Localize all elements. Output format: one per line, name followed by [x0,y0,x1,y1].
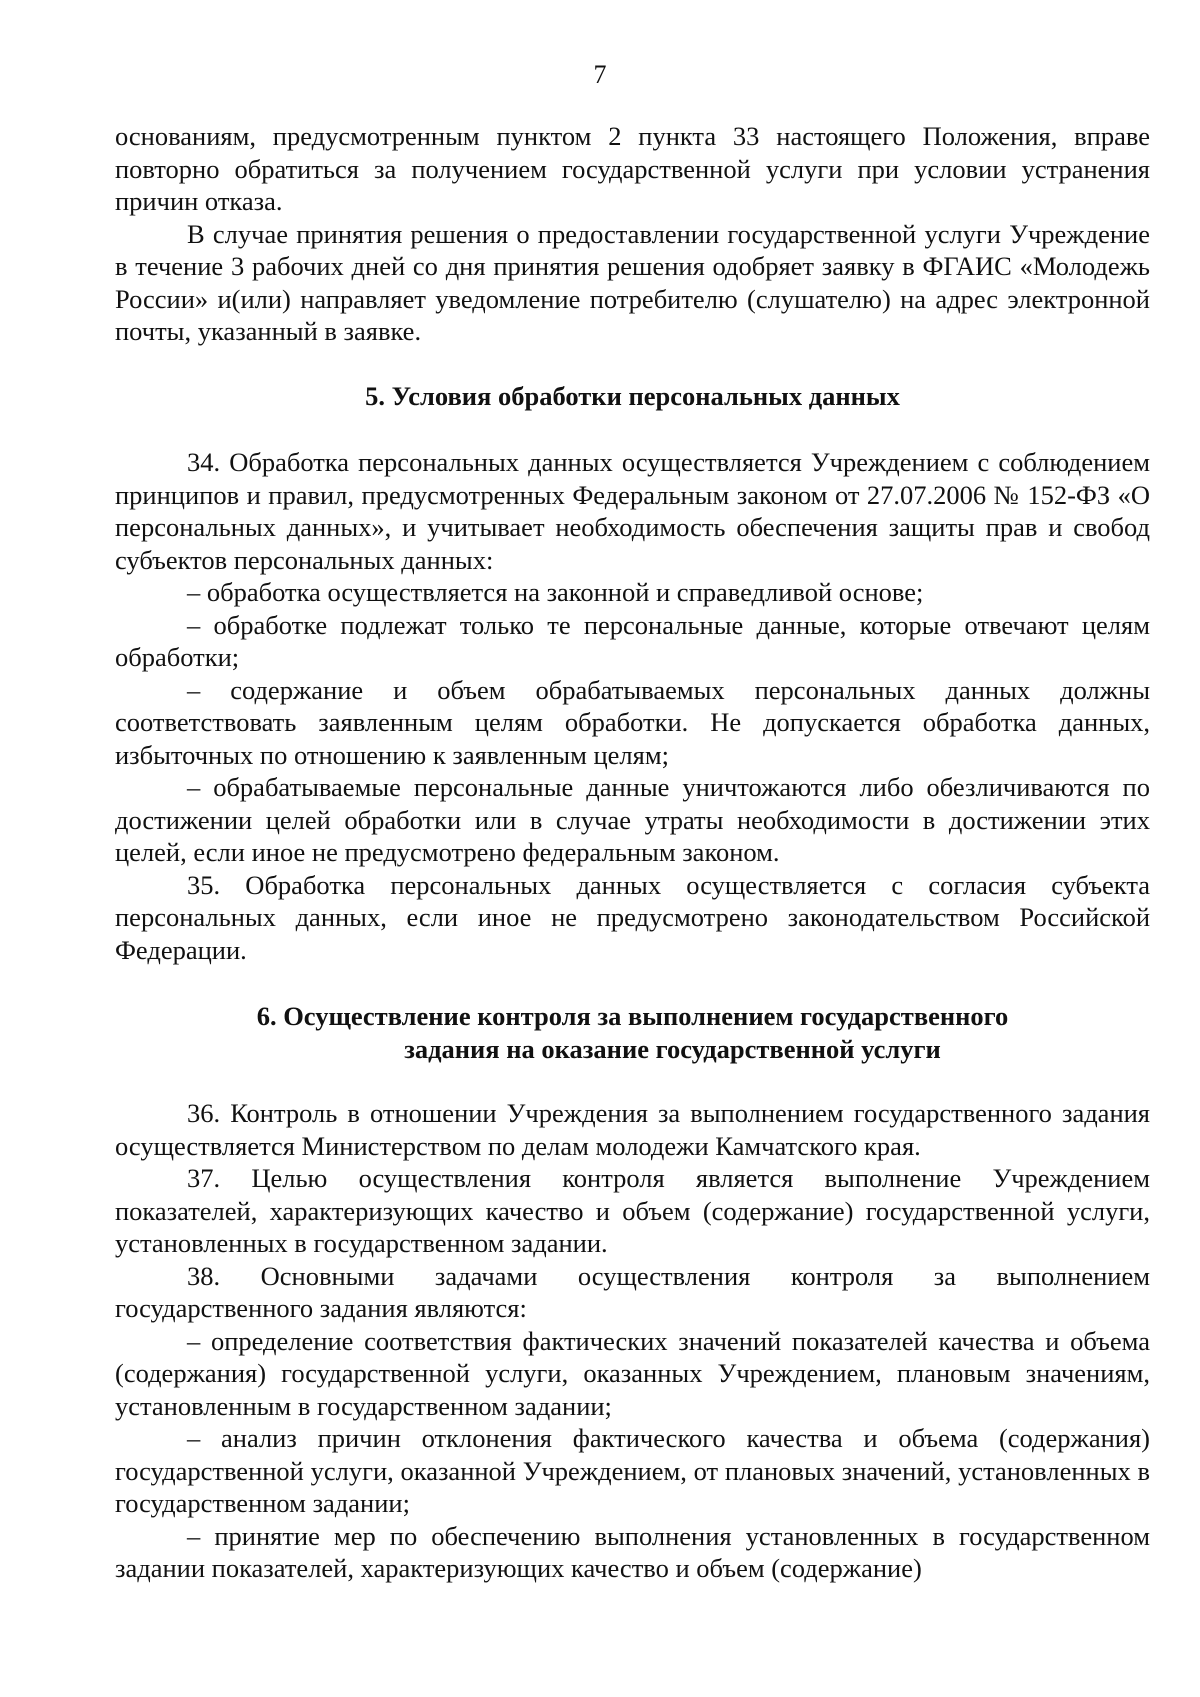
paragraph-38: 38. Основными задачами осуществления контроля за выполнением государственного задания являются: [115,1260,1150,1323]
page-number: 7 [593,60,607,89]
paragraph-34: 34. Обработка персональных данных осуществляется Учреждением с соблюдением принципов и правил, предусмотренных Федеральным законом от 27.07.2006 № 152-ФЗ «О персональных данных», и учитывает необходимость обеспечения защиты прав и свобод субъектов персональных данных: [115,447,1150,575]
list-item-deviation-analysis: – анализ причин отклонения фактического качества и объема (содержания) государственной услуги, оказанной Учреждением, от плановых значений, установленных в государственном задании; [115,1423,1150,1518]
list-item-data-destruction: – обрабатываемые персональные данные уничтожаются либо обезличиваются по достижении целей обработки или в случае утраты необходимости в достижении этих целей, если иное не предусмотрено федеральным законом. [115,772,1150,867]
list-item-compliance-check: – определение соответствия фактических значений показателей качества и объема (содержания) государственной услуги, оказанных Учреждением, плановым значениям, установленным в государственном задании; [115,1325,1150,1421]
paragraph-continuation: основаниям, предусмотренным пунктом 2 пункта 33 настоящего Положения, вправе повторно обратиться за получением государственной услуги при условии устранения причин отказа. [115,121,1150,216]
paragraph-decision: В случае принятия решения о предоставлении государственной услуги Учреждение в течение 3 рабочих дней со дня принятия решения одобряет заявку в ФГАИС «Молодежь России» и(или) направляет уведомление потребителю (слушателю) на адрес электронной почты, указанный в заявке. [115,218,1150,346]
document-body [115,120,1150,1585]
section-6-heading [115,1000,1150,1065]
section-6-heading-line-2: задания на оказание государственной услуги [404,1033,941,1064]
list-item-data-minimization: – содержание и объем обрабатываемых персональных данных должны соответствовать заявленным целям обработки. Не допускается обработка данных, избыточных по отношению к заявленным целям; [115,674,1150,770]
list-item-lawful-basis: – обработка осуществляется на законной и справедливой основе; [187,577,924,607]
section-5-heading: 5. Условия обработки персональных данных [365,380,900,411]
paragraph-35: 35. Обработка персональных данных осуществляется с согласия субъекта персональных данных, если иное не предусмотрено законодательством Российской Федерации. [115,869,1150,965]
list-item-corrective-measures: – принятие мер по обеспечению выполнения установленных в государственном задании показателей, характеризующих качество и объем (содержание) [115,1520,1150,1583]
list-item-purpose-limited: – обработке подлежат только те персональные данные, которые отвечают целям обработки; [115,609,1150,672]
paragraph-37: 37. Целью осуществления контроля является выполнение Учреждением показателей, характеризующих качество и объем (содержание) государственной услуги, установленных в государственном задании. [115,1163,1150,1258]
section-6-heading-line-1: 6. Осуществление контроля за выполнением государственного [256,1001,1009,1031]
paragraph-36: 36. Контроль в отношении Учреждения за выполнением государственного задания осуществляется Министерством по делам молодежи Камчатского края. [115,1098,1150,1161]
